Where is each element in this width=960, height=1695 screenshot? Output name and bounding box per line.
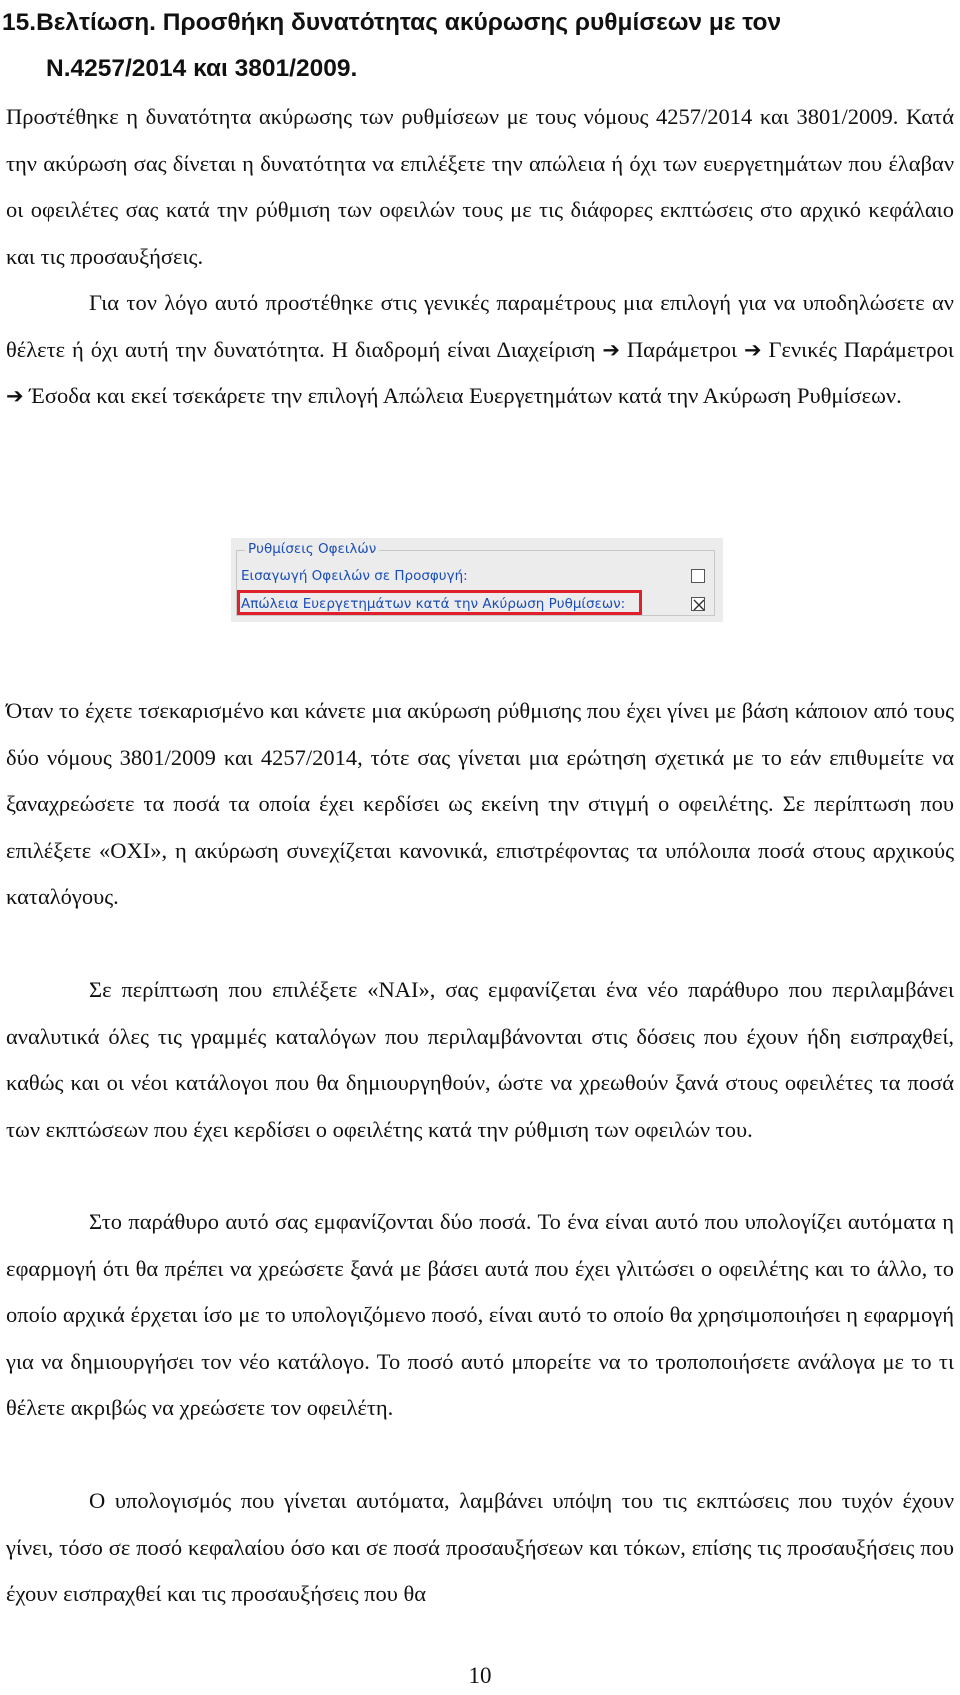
path-step-1: Διαχείριση (496, 336, 596, 362)
path-step-4: Έσοδα (29, 383, 91, 408)
path-tail-text: και εκεί τσεκάρετε την επιλογή Απώλεια Ευεργετημάτων κατά την Ακύρωση Ρυθμίσεων. (96, 383, 902, 408)
page-number: 10 (468, 1663, 492, 1688)
paragraph-auto-calculation: Ο υπολογισμός που γίνεται αυτόματα, λαμβάνει υπόψη του τις εκπτώσεις που τυχόν έχουν γίνει, τόσο σε ποσό κεφαλαίου όσο και σε ποσά προσαυξήσεων και τόκων, επίσης τις προσαυξήσεις που έχουν εισπραχθεί και τις προσαυξήσεις που θα (6, 1488, 954, 1606)
option-loss-of-benefits-label: Απώλεια Ευεργετημάτων κατά την Ακύρωση Ρυθμίσεων: (241, 596, 626, 612)
option-loss-of-benefits-checkbox[interactable] (691, 597, 705, 611)
section-number: 15. (2, 9, 37, 36)
settings-panel-screenshot (231, 538, 723, 622)
paragraph-path (6, 280, 954, 420)
path-step-2: Παράμετροι (626, 336, 738, 362)
paragraph-yes-choice: Σε περίπτωση που επιλέξετε «ΝΑΙ», σας εμφανίζεται ένα νέο παράθυρο που περιλαμβάνει αναλυτικά όλες τις γραμμές καταλόγων που περιλαμβάνονται στις δόσεις που έχουν ήδη εισπραχθεί, καθώς και οι νέοι κατάλογοι που θα δημιουργηθούν, ώστε να χρεωθούν ξανά στους οφειλέτες τα ποσά των εκπτώσεων που έχει κερδίσει ο οφειλέτης κατά την ρύθμιση των οφειλών του. (6, 977, 954, 1142)
paragraph-two-amounts: Στο παράθυρο αυτό σας εμφανίζονται δύο ποσά. Το ένα είναι αυτό που υπολογίζει αυτόματα η εφαρμογή ότι θα πρέπει να χρεώσετε ξανά με βάσει αυτά που έχει γλιτώσει ο οφειλέτης και το άλλο, το οποίο αρχικά έρχεται ίσο με το υπολογιζόμενο ποσό, είναι αυτό το οποίο θα χρησιμοποιήσει η εφαρμογή για να δημιουργήσει τον νέο κατάλογο. Το ποσό αυτό μπορείτε να το τροποποιήσετε ανάλογα με το τι θέλετε ακριβώς να χρεώσετε τον οφειλέτη. (6, 1209, 954, 1420)
section-title-line1: Βελτίωση. Προσθήκη δυνατότητας ακύρωσης ρυθμίσεων με τον (36, 9, 782, 36)
paragraph-checked-behavior: Όταν το έχετε τσεκαρισμένο και κάνετε μια ακύρωση ρύθμισης που έχει γίνει με βάση κάποιον από τους δύο νόμους 3801/2009 και 4257/2014, τότε σας γίνεται μια ερώτηση σχετικά με το εάν επιθυμείτε να ξαναχρεώσετε τα ποσά τα οποία έχει κερδίσει ως εκείνη την στιγμή ο οφειλέτης. Σε περίπτωση που επιλέξετε «ΟΧΙ», η ακύρωση συνεχίζεται κανονικά, επιστρέφοντας τα υπόλοιπα ποσά στους αρχικούς καταλόγους. (6, 698, 954, 909)
checkmark-x-icon (692, 598, 706, 612)
right-arrow-icon: ➔ (602, 337, 620, 362)
option-import-to-appeal-label: Εισαγωγή Οφειλών σε Προσφυγή: (241, 568, 468, 584)
section-title-line2: Ν.4257/2014 και 3801/2009. (46, 55, 358, 82)
paragraph-intro: Προστέθηκε η δυνατότητα ακύρωσης των ρυθμίσεων με τους νόμους 4257/2014 και 3801/2009. Κατά την ακύρωση σας δίνεται η δυνατότητα να επιλέξετε την απώλεια ή όχι των ευεργετημάτων που έλαβαν οι οφειλέτες σας κατά την ρύθμιση των οφειλών τους με τις διάφορες εκπτώσεις στο αρχικό κεφάλαιο και τις προσαυξήσεις. (6, 104, 954, 269)
section-heading (2, 0, 952, 92)
option-import-to-appeal-checkbox[interactable] (691, 569, 705, 583)
right-arrow-icon: ➔ (6, 384, 24, 408)
groupbox-title: Ρυθμίσεις Οφειλών (245, 541, 379, 557)
path-intro-text: Για τον λόγο αυτό προστέθηκε στις γενικές παραμέτρους μια επιλογή για να υποδηλώσετε αν θέλετε ή όχι αυτή την δυνατότητα. Η διαδρομή είναι (6, 290, 954, 362)
path-step-3: Γενικές Παράμετροι (768, 336, 954, 362)
right-arrow-icon: ➔ (743, 337, 762, 362)
